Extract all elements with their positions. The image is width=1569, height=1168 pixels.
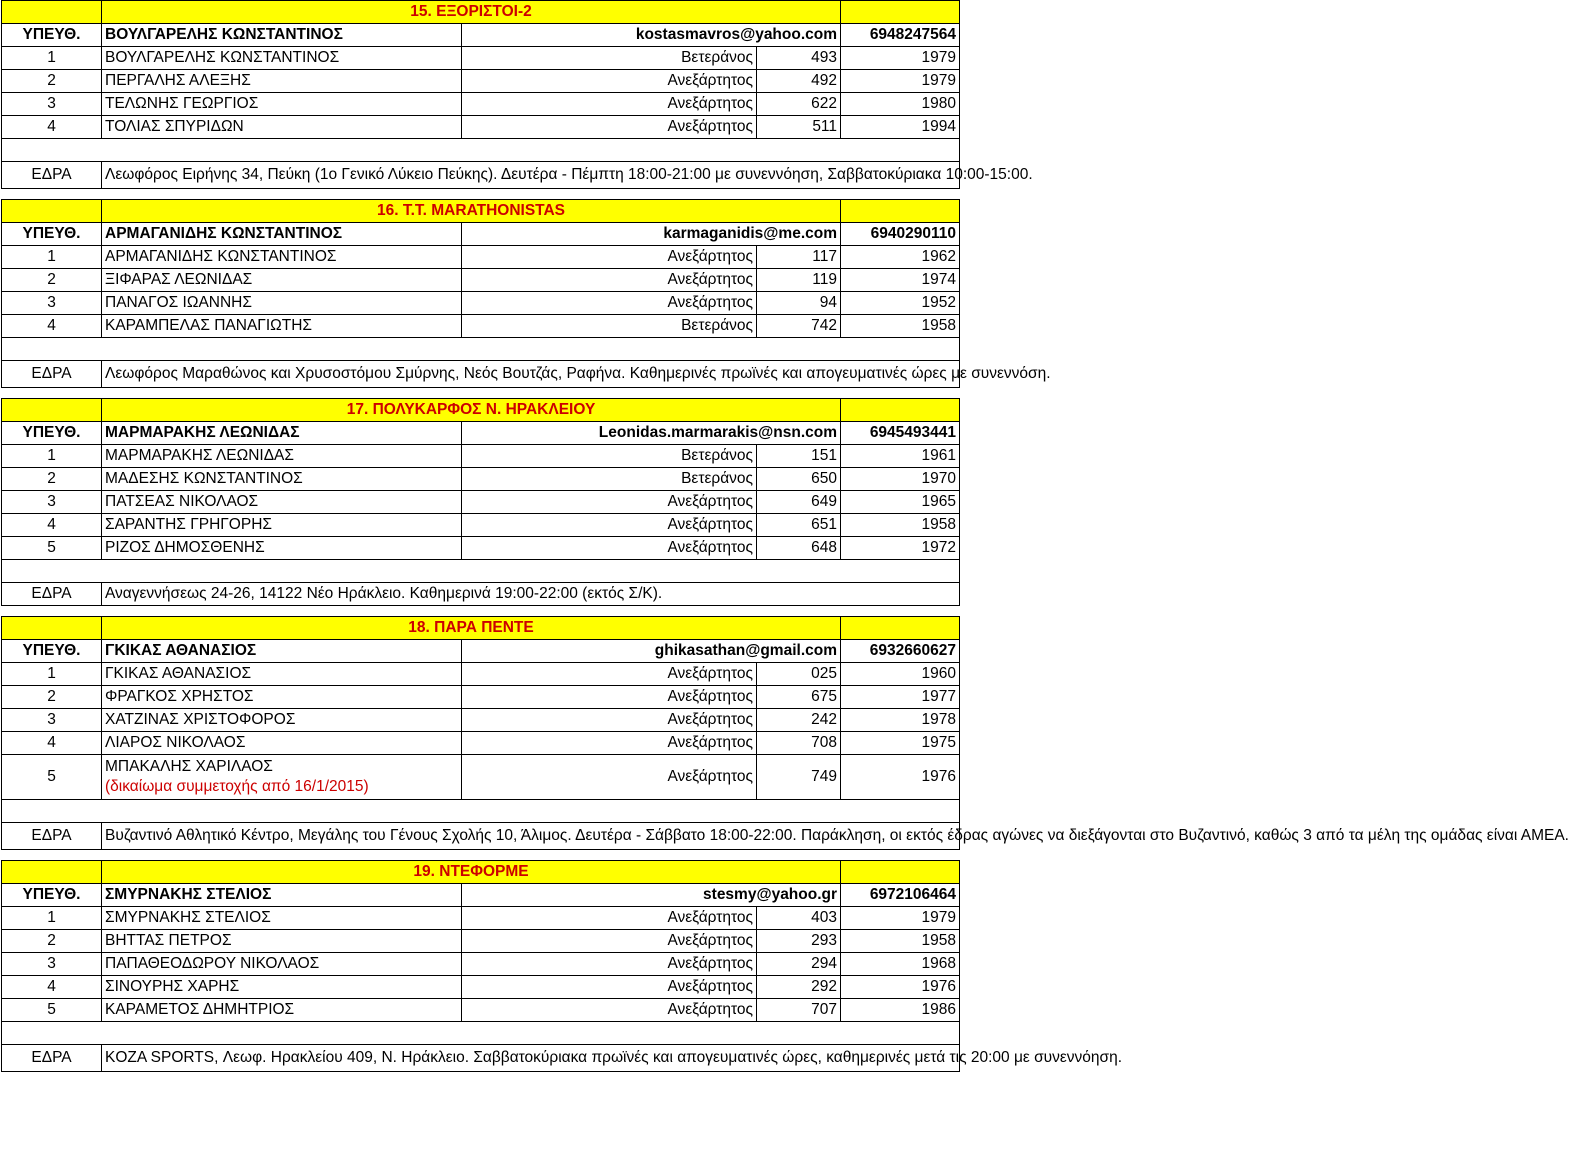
player-year: 1980 [841,93,960,116]
player-year: 1970 [841,468,960,491]
player-status: Ανεξάρτητος [462,732,757,755]
player-name: ΧΑΤΖΙΝΑΣ ΧΡΙΣΤΟΦΟΡΟΣ [102,709,462,732]
player-year: 1979 [841,907,960,930]
player-num: 3 [2,93,102,116]
player-points: 708 [757,732,841,755]
player-num: 1 [2,47,102,70]
responsible-email: karmaganidis@me.com [462,223,841,246]
player-num: 2 [2,70,102,93]
responsible-email: Leonidas.marmarakis@nsn.com [462,422,841,445]
table-row [2,116,960,139]
player-year: 1960 [841,663,960,686]
player-num: 1 [2,445,102,468]
player-num: 4 [2,116,102,139]
responsible-email: kostasmavros@yahoo.com [462,24,841,47]
player-points: 650 [757,468,841,491]
club-roster-document [1,0,1569,1072]
table-row [2,269,960,292]
table-row [2,93,960,116]
player-name: ΠΕΡΓΑΛΗΣ ΑΛΕΞΗΣ [102,70,462,93]
player-name: ΚΑΡΑΜΕΤΟΣ ΔΗΜΗΤΡΙΟΣ [102,999,462,1022]
player-status: Ανεξάρτητος [462,246,757,269]
player-name: ΒΟΥΛΓΑΡΕΛΗΣ ΚΩΝΣΤΑΝΤΙΝΟΣ [102,47,462,70]
table-row [2,755,960,800]
player-status: Ανεξάρτητος [462,116,757,139]
player-name: ΚΑΡΑΜΠΕΛΑΣ ΠΑΝΑΓΙΩΤΗΣ [102,315,462,338]
seat-text: KOZA SPORTS, Λεωφ. Ηρακλείου 409, Ν. Ηράκλειο. Σαββατοκύριακα πρωϊνές και απογευματινές ώρες, καθημερινές μετά τις 20:00 με συνεννόηση. [102,1045,960,1072]
player-year: 1958 [841,930,960,953]
table-row [2,686,960,709]
player-name: ΜΑΔΕΣΗΣ ΚΩΝΣΤΑΝΤΙΝΟΣ [102,468,462,491]
club-title: 15. ΕΞΟΡΙΣΤΟΙ-2 [102,1,841,24]
player-points: 707 [757,999,841,1022]
responsible-phone: 6945493441 [841,422,960,445]
club-title: 19. ΝΤΕΦΟΡΜΕ [102,861,841,884]
player-points: 403 [757,907,841,930]
responsible-name: ΜΑΡΜΑΡΑΚΗΣ ΛΕΩΝΙΔΑΣ [102,422,462,445]
player-year: 1986 [841,999,960,1022]
player-num: 4 [2,732,102,755]
player-points: 749 [757,755,841,800]
player-status: Ανεξάρτητος [462,93,757,116]
table-row [2,292,960,315]
responsible-label: ΥΠΕΥΘ. [2,223,102,246]
player-year: 1978 [841,709,960,732]
player-status: Ανεξάρτητος [462,663,757,686]
player-num: 5 [2,755,102,800]
club-table [1,860,1123,1072]
player-status: Ανεξάρτητος [462,755,757,800]
responsible-label: ΥΠΕΥΘ. [2,640,102,663]
club-title: 18. ΠΑΡΑ ΠΕΝΤΕ [102,617,841,640]
player-status: Ανεξάρτητος [462,269,757,292]
player-name: ΣΜΥΡΝΑΚΗΣ ΣΤΕΛΙΟΣ [102,907,462,930]
player-num: 3 [2,709,102,732]
player-name-cell [102,755,462,800]
player-status: Βετεράνος [462,315,757,338]
table-row [2,246,960,269]
table-row [2,907,960,930]
player-status: Ανεξάρτητος [462,907,757,930]
player-year: 1958 [841,315,960,338]
table-row [2,930,960,953]
player-num: 2 [2,686,102,709]
player-year: 1977 [841,686,960,709]
responsible-name: ΑΡΜΑΓΑΝΙΔΗΣ ΚΩΝΣΤΑΝΤΙΝΟΣ [102,223,462,246]
seat-text: Λεωφόρος Μαραθώνος και Χρυσοστόμου Σμύρνης, Νεός Βουτζάς, Ραφήνα. Καθημερινές πρωϊνές και απογευματινές ώρες με συνεννόση. [102,361,960,388]
player-year: 1979 [841,70,960,93]
player-year: 1961 [841,445,960,468]
table-row [2,732,960,755]
player-points: 294 [757,953,841,976]
player-num: 2 [2,468,102,491]
player-num: 5 [2,537,102,560]
player-num: 4 [2,315,102,338]
seat-label: ΕΔΡΑ [2,361,102,388]
player-status: Ανεξάρτητος [462,514,757,537]
player-year: 1976 [841,976,960,999]
player-num: 2 [2,930,102,953]
player-num: 3 [2,953,102,976]
player-year: 1976 [841,755,960,800]
player-name: ΜΑΡΜΑΡΑΚΗΣ ΛΕΩΝΙΔΑΣ [102,445,462,468]
seat-text: Αναγεννήσεως 24-26, 14122 Νέο Ηράκλειο. Καθημερινά 19:00-22:00 (εκτός Σ/Κ). [102,583,960,606]
seat-text: Λεωφόρος Ειρήνης 34, Πεύκη (1ο Γενικό Λύκειο Πεύκης). Δευτέρα - Πέμπτη 18:00-21:00 με συνεννόηση, Σαββατοκύριακα 10:00-15:00. [102,162,960,189]
player-num: 4 [2,976,102,999]
seat-text: Βυζαντινό Αθλητικό Κέντρο, Μεγάλης του Γένους Σχολής 10, Άλιμος. Δευτέρα - Σάββατο 18:00-22:00. Παράκληση, οι εκτός έδρας αγώνες να διεξάγονται στο Βυζαντινό, καθώς 3 από τα μέλη της ομάδας είναι ΑΜΕΑ. [102,823,960,850]
player-year: 1994 [841,116,960,139]
player-name: ΓΚΙΚΑΣ ΑΘΑΝΑΣΙΟΣ [102,663,462,686]
responsible-label: ΥΠΕΥΘ. [2,24,102,47]
club-title: 16. Τ.Τ. MARATHONISTAS [102,200,841,223]
responsible-name: ΓΚΙΚΑΣ ΑΘΑΝΑΣΙΟΣ [102,640,462,663]
player-points: 293 [757,930,841,953]
responsible-name: ΣΜΥΡΝΑΚΗΣ ΣΤΕΛΙΟΣ [102,884,462,907]
club-table [1,199,1051,388]
responsible-email: ghikasathan@gmail.com [462,640,841,663]
responsible-phone: 6932660627 [841,640,960,663]
player-status: Ανεξάρτητος [462,686,757,709]
table-row [2,976,960,999]
player-year: 1972 [841,537,960,560]
player-year: 1952 [841,292,960,315]
seat-label: ΕΔΡΑ [2,1045,102,1072]
player-num: 1 [2,246,102,269]
player-points: 622 [757,93,841,116]
player-name: ΞΙΦΑΡΑΣ ΛΕΩΝΙΔΑΣ [102,269,462,292]
player-year: 1968 [841,953,960,976]
player-status: Ανεξάρτητος [462,930,757,953]
table-row [2,70,960,93]
player-num: 2 [2,269,102,292]
player-name: ΡΙΖΟΣ ΔΗΜΟΣΘΕΝΗΣ [102,537,462,560]
player-name: ΑΡΜΑΓΑΝΙΔΗΣ ΚΩΝΣΤΑΝΤΙΝΟΣ [102,246,462,269]
club-table [1,398,960,606]
player-status: Ανεξάρτητος [462,953,757,976]
club-table [1,0,1033,189]
player-points: 151 [757,445,841,468]
player-status: Βετεράνος [462,468,757,491]
seat-label: ΕΔΡΑ [2,823,102,850]
table-row [2,999,960,1022]
table-row [2,537,960,560]
player-points: 675 [757,686,841,709]
player-name: ΛΙΑΡΟΣ ΝΙΚΟΛΑΟΣ [102,732,462,755]
player-year: 1974 [841,269,960,292]
table-row [2,514,960,537]
player-points: 492 [757,70,841,93]
player-status: Ανεξάρτητος [462,70,757,93]
responsible-label: ΥΠΕΥΘ. [2,884,102,907]
player-num: 1 [2,907,102,930]
player-name: ΜΠΑΚΑΛΗΣ ΧΑΡΙΛΑΟΣ [105,758,273,775]
player-num: 1 [2,663,102,686]
player-name: ΦΡΑΓΚΟΣ ΧΡΗΣΤΟΣ [102,686,462,709]
table-row [2,445,960,468]
player-year: 1965 [841,491,960,514]
player-status: Ανεξάρτητος [462,537,757,560]
player-points: 511 [757,116,841,139]
player-status: Ανεξάρτητος [462,709,757,732]
player-points: 493 [757,47,841,70]
table-row [2,491,960,514]
player-name: ΠΑΠΑΘΕΟΔΩΡΟΥ ΝΙΚΟΛΑΟΣ [102,953,462,976]
seat-label: ΕΔΡΑ [2,583,102,606]
responsible-phone: 6948247564 [841,24,960,47]
player-note: (δικαίωμα συμμετοχής από 16/1/2015) [105,778,369,795]
player-points: 94 [757,292,841,315]
player-status: Ανεξάρτητος [462,999,757,1022]
table-row [2,47,960,70]
player-status: Ανεξάρτητος [462,491,757,514]
seat-label: ΕΔΡΑ [2,162,102,189]
table-row [2,663,960,686]
player-year: 1979 [841,47,960,70]
player-num: 3 [2,292,102,315]
player-status: Ανεξάρτητος [462,292,757,315]
player-points: 242 [757,709,841,732]
player-points: 649 [757,491,841,514]
player-status: Ανεξάρτητος [462,976,757,999]
player-status: Βετεράνος [462,47,757,70]
player-year: 1958 [841,514,960,537]
player-year: 1962 [841,246,960,269]
club-title: 17. ΠΟΛΥΚΑΡΦΟΣ Ν. ΗΡΑΚΛΕΙΟΥ [102,399,841,422]
player-name: ΤΟΛΙΑΣ ΣΠΥΡΙΔΩΝ [102,116,462,139]
player-name: ΤΕΛΩΝΗΣ ΓΕΩΡΓΙΟΣ [102,93,462,116]
responsible-name: ΒΟΥΛΓΑΡΕΛΗΣ ΚΩΝΣΤΑΝΤΙΝΟΣ [102,24,462,47]
club-table [1,616,1569,850]
player-year: 1975 [841,732,960,755]
player-points: 292 [757,976,841,999]
player-name: ΒΗΤΤΑΣ ΠΕΤΡΟΣ [102,930,462,953]
player-num: 5 [2,999,102,1022]
player-points: 648 [757,537,841,560]
responsible-phone: 6940290110 [841,223,960,246]
player-points: 117 [757,246,841,269]
player-points: 742 [757,315,841,338]
responsible-phone: 6972106464 [841,884,960,907]
table-row [2,709,960,732]
player-name: ΣΑΡΑΝΤΗΣ ΓΡΗΓΟΡΗΣ [102,514,462,537]
responsible-label: ΥΠΕΥΘ. [2,422,102,445]
player-points: 651 [757,514,841,537]
player-points: 025 [757,663,841,686]
table-row [2,468,960,491]
player-name: ΠΑΤΣΕΑΣ ΝΙΚΟΛΑΟΣ [102,491,462,514]
player-num: 3 [2,491,102,514]
table-row [2,953,960,976]
player-num: 4 [2,514,102,537]
player-name: ΠΑΝΑΓΟΣ ΙΩΑΝΝΗΣ [102,292,462,315]
player-name: ΣΙΝΟΥΡΗΣ ΧΑΡΗΣ [102,976,462,999]
responsible-email: stesmy@yahoo.gr [462,884,841,907]
player-status: Βετεράνος [462,445,757,468]
player-points: 119 [757,269,841,292]
table-row [2,315,960,338]
